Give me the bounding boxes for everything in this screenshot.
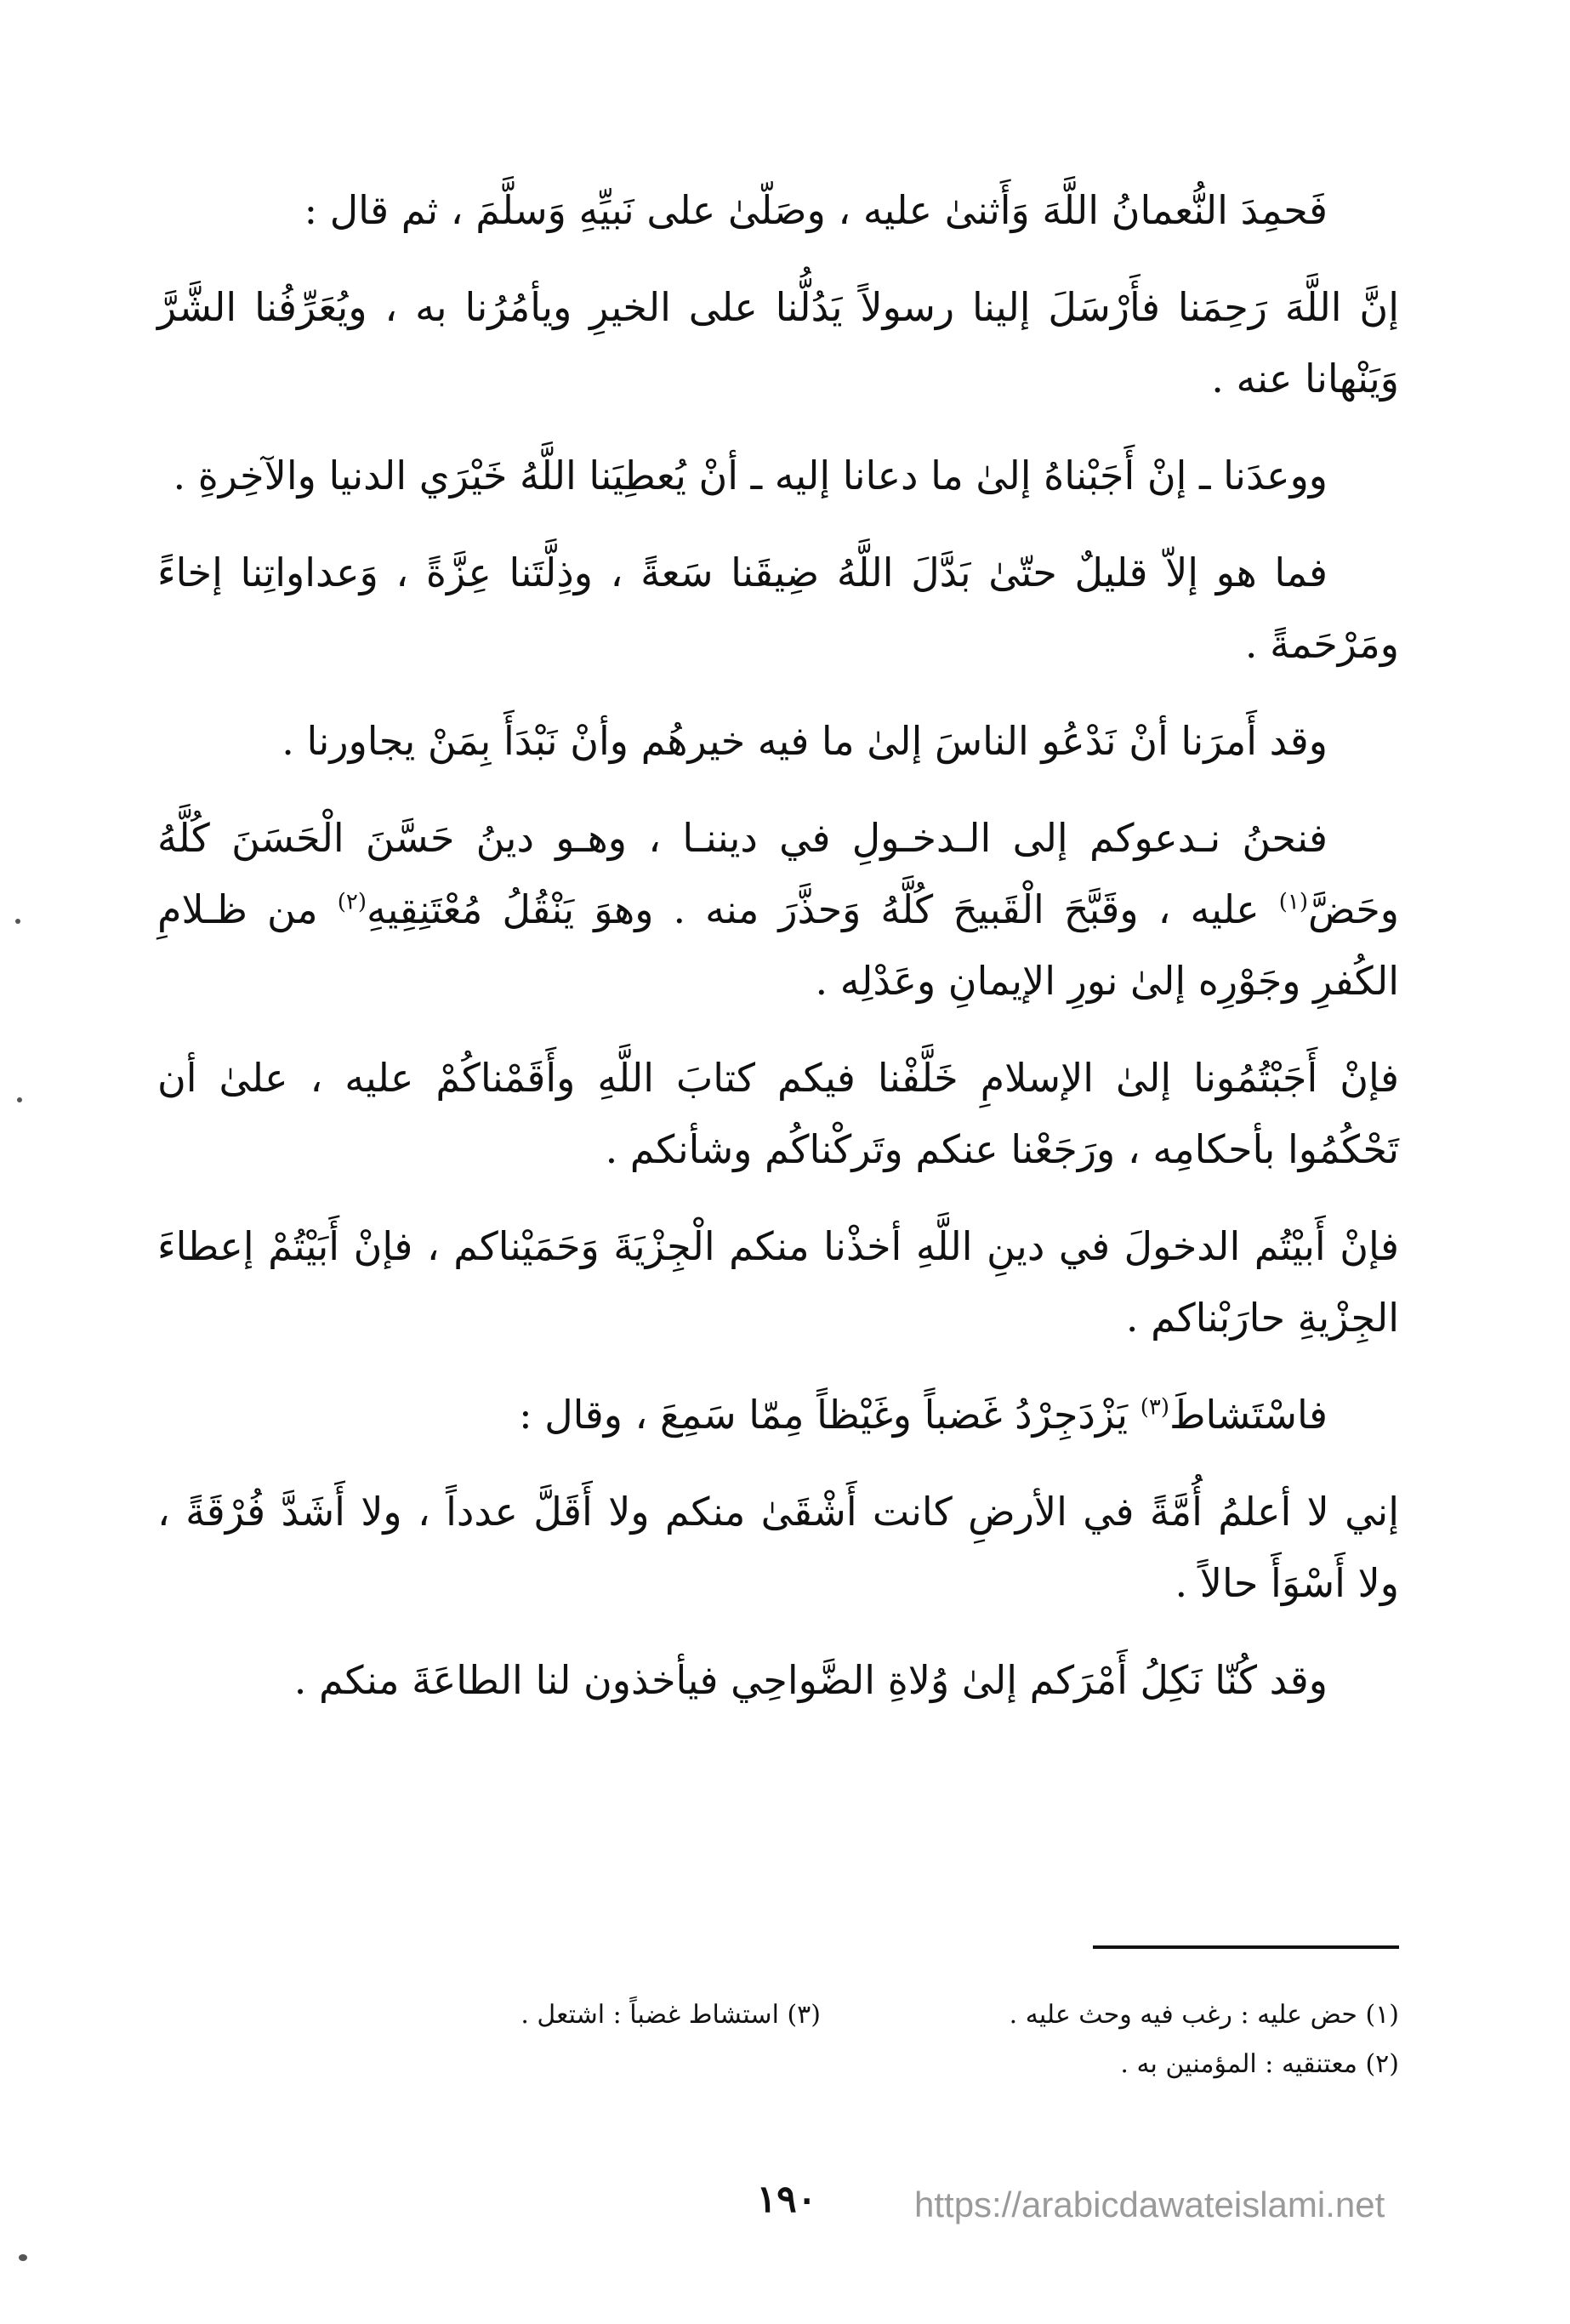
footnotes-row-1 <box>306 1991 1399 2040</box>
footnote-2: (٢) معتنقيه : المؤمنين به . <box>1120 2049 1399 2079</box>
footnotes-section <box>306 1991 1399 2089</box>
main-text <box>157 174 1399 1741</box>
paragraph-5: وقد أَمرَنا أنْ نَدْعُو الناسَ إلىٰ ما فيه خيرهُم وأنْ نَبْدَأَ بِمَنْ يجاورنا . <box>282 718 1328 764</box>
paragraph-9-part-b: يَزْدَجِرْدُ غَضباً وغَيْظاً مِمّا سَمِعَ ، وقال : <box>519 1392 1141 1438</box>
paragraph-2: إنَّ اللَّهَ رَحِمَنا فأَرْسَلَ إلينا رسولاً يَدُلُّنا على الخيرِ ويأمُرُنا به ، ويُعَرِّفُنا الشَّرَّ وَيَنْهانا عنه . <box>157 284 1399 402</box>
paragraph-6-part-a: فنحنُ نـدعوكم إلى الـدخـولِ في ديننـا ، وهـو دينُ حَسَّنَ الْحَسَنَ كُلَّهُ وحَضَّ <box>157 815 1399 932</box>
paragraph-1: فَحمِدَ النُّعمانُ اللَّهَ وَأَثنىٰ عليه ، وصَلّىٰ على نَبيِّهِ وَسلَّمَ ، ثم قال : <box>304 187 1328 233</box>
scan-speck <box>15 919 20 924</box>
footnotes-row-2 <box>306 2040 1399 2089</box>
paragraph-11: وقد كُنّا نَكِلُ أَمْرَكم إلىٰ وُلاةِ الضَّواحِي فيأخذون لنا الطاعَةَ منكم . <box>293 1657 1328 1703</box>
footnote-ref-2[interactable]: (٢) <box>337 889 367 915</box>
footnote-divider <box>1093 1945 1399 1949</box>
footnote-ref-1[interactable]: (١) <box>1278 889 1308 915</box>
paragraph-10: إني لا أعلمُ أُمَّةً في الأرضِ كانت أَشْقَىٰ منكم ولا أَقَلَّ عدداً ، ولا أَشَدَّ فُرْقَةً ، ولا أَسْوَأَ حالاً . <box>157 1489 1399 1606</box>
footnote-1: (١) حض عليه : رغب فيه وحث عليه . <box>1009 2000 1399 2030</box>
paragraph-6 <box>157 802 1399 1017</box>
footnote-ref-3[interactable]: (٣) <box>1140 1394 1169 1421</box>
scan-speck <box>17 1097 22 1102</box>
footnote-3: (٣) استشاط غضباً : اشتعل . <box>520 2000 821 2030</box>
paragraph-8: فإنْ أَبيْتُم الدخولَ في دينِ اللَّهِ أخذْنا منكم الْجِزْيَةَ وَحَمَيْناكم ، فإنْ أَبَيْتُمْ إعطاءَ الجِزْيةِ حارَبْناكم . <box>157 1223 1399 1341</box>
page-number: ١٩٠ <box>756 2178 817 2221</box>
paragraph-3: ووعدَنا ـ إنْ أَجَبْناهُ إلىٰ ما دعانا إليه ـ أنْ يُعطِيَنا اللَّهُ خَيْرَي الدنيا والآخِرةِ . <box>173 453 1328 498</box>
scan-speck <box>19 2254 27 2261</box>
paragraph-9-part-a: فاسْتَشاطَ <box>1169 1392 1328 1438</box>
watermark-url: https://arabicdawateislami.net <box>914 2184 1385 2224</box>
paragraph-6-part-c: من ظـلامِ الكُفرِ وجَوْرِه إلىٰ نورِ الإيمانِ وعَدْلِه . <box>157 886 1399 1004</box>
paragraph-9 <box>157 1379 1399 1450</box>
paragraph-7: فإنْ أَجَبْتُمُونا إلىٰ الإسلامِ خَلَّفْنا فيكم كتابَ اللَّهِ وأَقَمْناكُمْ عليه ، علىٰ أن تَحْكُمُوا بأحكامِه ، ورَجَعْنا عنكم وتَركْناكُم وشأنكم . <box>157 1055 1399 1172</box>
paragraph-6-part-b: عليه ، وقَبَّحَ الْقَبيحَ كُلَّهُ وَحذَّرَ منه . وهوَ يَنْقُلُ مُعْتَنِقِيهِ <box>367 886 1279 932</box>
paragraph-4: فما هو إلاّ قليلٌ حتّىٰ بَدَّلَ اللَّهُ ضِيقَنا سَعةً ، وذِلَّتَنا عِزَّةً ، وَعداواتِنا إخاءً ومَرْحَمةً . <box>157 550 1399 667</box>
